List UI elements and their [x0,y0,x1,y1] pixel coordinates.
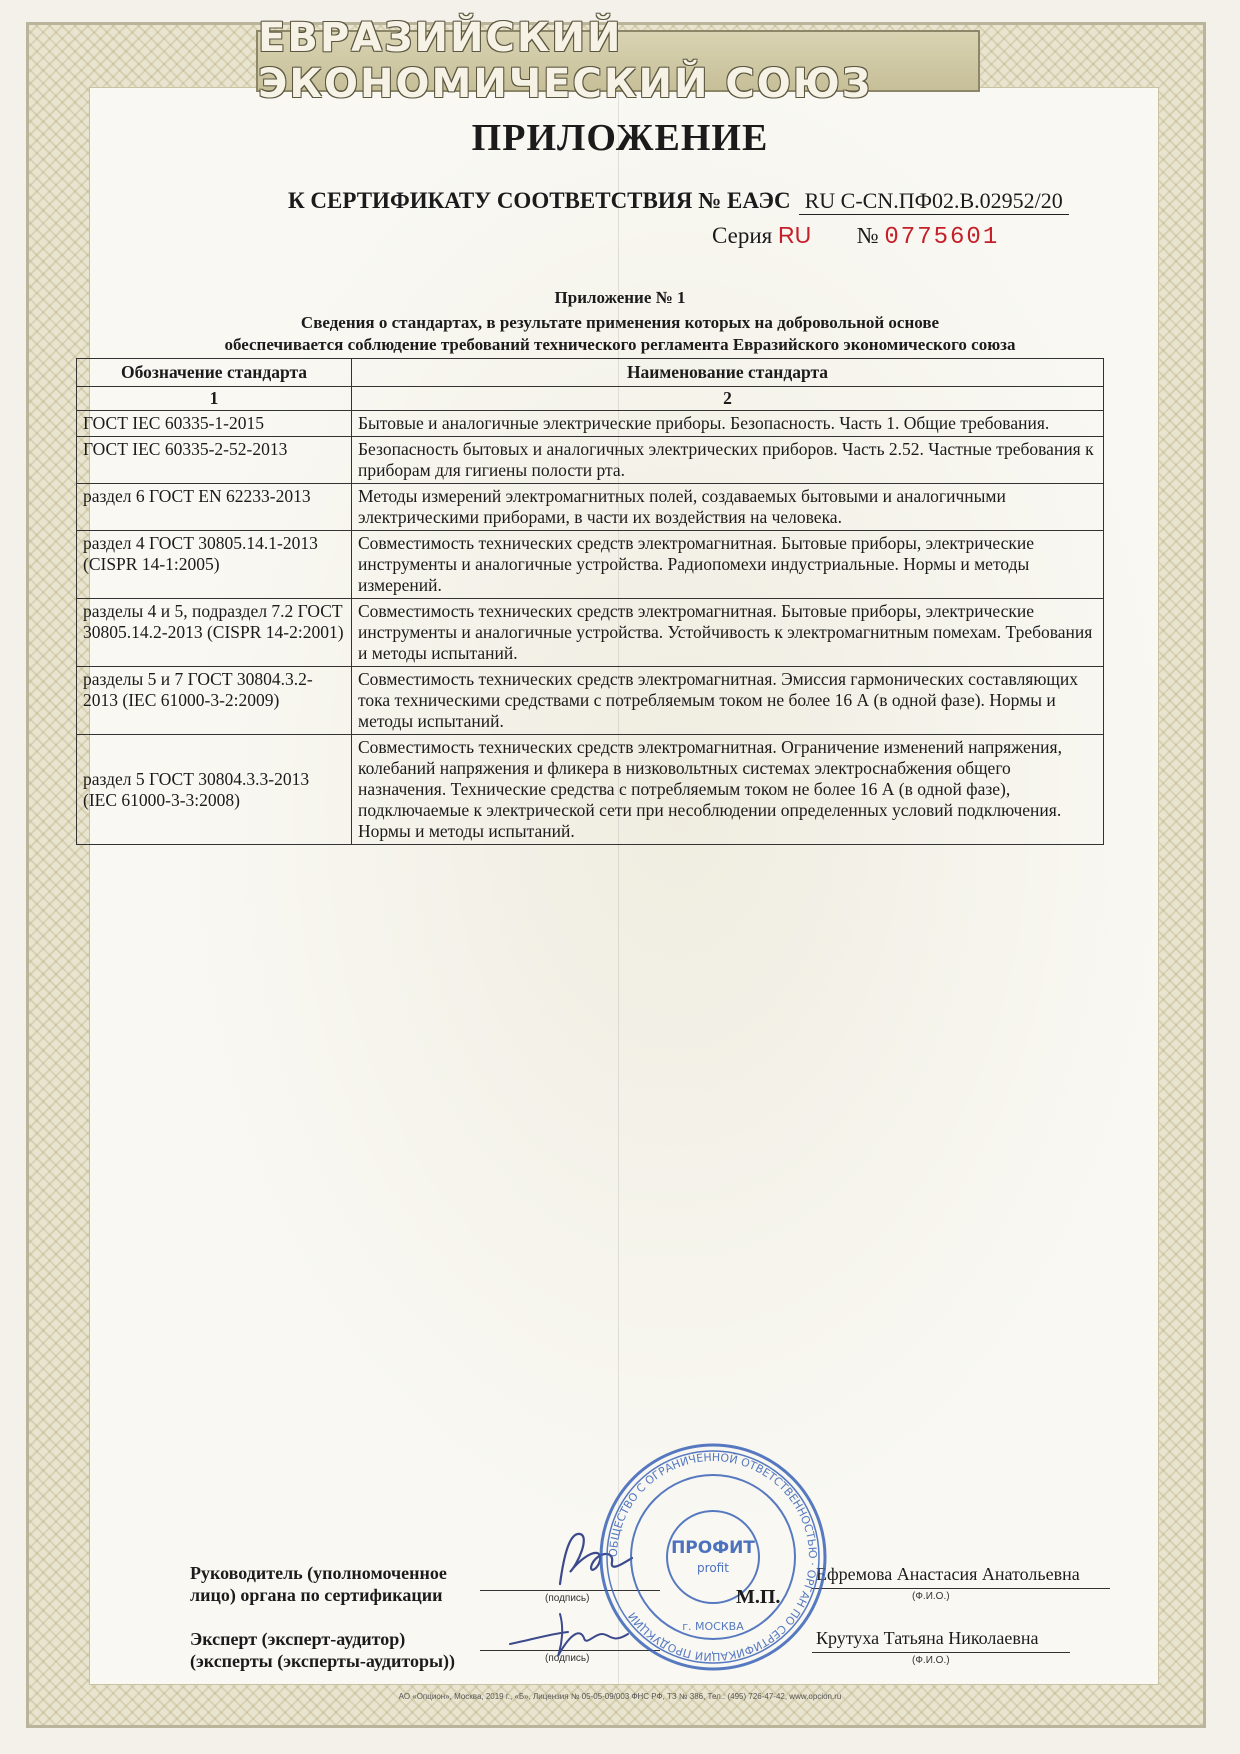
standard-name: Совместимость технических средств электромагнитная. Бытовые приборы, электрические инструменты и аналогичные устройства. Радиопомехи индустриальные. Нормы и методы измерений. [352,531,1104,599]
certificate-line [288,188,1069,214]
series-line [712,222,999,251]
table-row [77,484,1104,531]
series-number: 0775601 [884,224,1000,251]
head-name-line [812,1588,1110,1589]
col-number-2: 2 [352,387,1104,411]
standard-name: Методы измерений электромагнитных полей, создаваемых бытовыми и аналогичными электрическими приборами, в части их воздействия на человека. [352,484,1104,531]
expert-label-line2: (эксперты (эксперты-аудиторы)) [190,1651,456,1671]
appendix-subtitle [0,312,1240,356]
header-name: Наименование стандарта [352,359,1104,387]
banner-text: ЕВРАЗИЙСКИЙ ЭКОНОМИЧЕСКИЙ СОЮЗ [258,15,873,107]
table-row [77,531,1104,599]
eaeu-banner [256,15,980,107]
standard-name: Совместимость технических средств электромагнитная. Бытовые приборы, электрические инструменты и аналогичные устройства. Устойчивость к электромагнитным помехам. Требования и методы испытаний. [352,599,1104,667]
head-label-line2: лицо) органа по сертификации [190,1585,443,1605]
head-name: Ефремова Анастасия Анатольевна [816,1564,1080,1584]
standard-designation: раздел 4 ГОСТ 30805.14.1-2013 (CISPR 14-1:2005) [77,531,352,599]
head-label [190,1562,447,1606]
appendix-subtitle-line1: Сведения о стандартах, в результате применения которых на добровольной основе [300,313,940,332]
organization-stamp [596,1440,830,1674]
standard-designation: раздел 5 ГОСТ 30804.3.3-2013 (IEC 61000-3-3:2008) [77,735,352,845]
standard-name: Бытовые и аналогичные электрические приборы. Безопасность. Часть 1. Общие требования. [352,411,1104,437]
standard-designation: разделы 4 и 5, подраздел 7.2 ГОСТ 30805.14.2-2013 (CISPR 14-2:2001) [77,599,352,667]
printer-footer: АО «Опцион», Москва, 2019 г., «Б», Лицензия № 05-05-09/003 ФНС РФ, ТЗ № 386, Тел.: (495) 726-47-42, www.opcion.ru [398,1692,842,1701]
series-code: RU [777,222,812,248]
header-designation: Обозначение стандарта [77,359,352,387]
stamp-center-text: ПРОФИТ [671,1538,755,1558]
standard-name: Совместимость технических средств электромагнитная. Ограничение изменений напряжения, колебаний напряжения и фликера в низковольтных системах электроснабжения общего назначения. Технические средства с потребляемым током не более 16 А (в одной фазе), подключаемые к электрической сети при несоблюдении определенных условий подключения. Нормы и методы испытаний. [352,735,1104,845]
seal-mark: М.П. [736,1586,781,1608]
table-row [77,437,1104,484]
head-label-line1: Руководитель (уполномоченное [190,1563,447,1583]
stamp-ring-text: ОБЩЕСТВО С ОГРАНИЧЕННОЙ ОТВЕТСТВЕННОСТЬЮ · ОРГАН ПО СЕРТИФИКАЦИИ ПРОДУКЦИИ [606,1450,820,1664]
expert-sign-caption: (подпись) [545,1653,590,1664]
table-row [77,411,1104,437]
standard-designation: раздел 6 ГОСТ EN 62233-2013 [77,484,352,531]
standard-designation: ГОСТ IEC 60335-2-52-2013 [77,437,352,484]
appendix-number: Приложение № 1 [554,288,686,307]
standard-designation: разделы 5 и 7 ГОСТ 30804.3.2-2013 (IEC 61000-3-2:2009) [77,667,352,735]
series-no-label: № [856,223,879,248]
page-title: ПРИЛОЖЕНИЕ [471,117,769,159]
expert-fio-caption: (Ф.И.О.) [912,1655,950,1666]
expert-label-line1: Эксперт (эксперт-аудитор) [190,1629,406,1649]
expert-name: Крутуха Татьяна Николаевна [816,1628,1039,1648]
stamp-center-sub: profit [697,1561,729,1575]
table-row [77,599,1104,667]
standard-designation: ГОСТ IEC 60335-1-2015 [77,411,352,437]
table-row [77,667,1104,735]
standards-table [76,358,1104,845]
expert-name-line [812,1652,1070,1653]
head-fio-caption: (Ф.И.О.) [912,1591,950,1602]
table-row [77,735,1104,845]
certificate-number: RU С-CN.ПФ02.В.02952/20 [799,188,1069,215]
standard-name: Совместимость технических средств электромагнитная. Эмиссия гармонических составляющих тока техническими средствами с потребляемым током не более 16 А (в одной фазе). Нормы и методы испытаний. [352,667,1104,735]
head-sign-caption: (подпись) [545,1593,590,1604]
appendix-subtitle-line2: обеспечивается соблюдение требований технического регламента Евразийского экономического союза [224,335,1016,354]
standard-name: Безопасность бытовых и аналогичных электрических приборов. Часть 2.52. Частные требования к приборам для гигиены полости рта. [352,437,1104,484]
certificate-prefix: К СЕРТИФИКАТУ СООТВЕТСТВИЯ № ЕАЭС [288,188,791,213]
col-number-1: 1 [77,387,352,411]
series-label: Серия [712,223,773,248]
stamp-city-text: г. МОСКВА [682,1620,744,1633]
expert-label [190,1628,455,1672]
